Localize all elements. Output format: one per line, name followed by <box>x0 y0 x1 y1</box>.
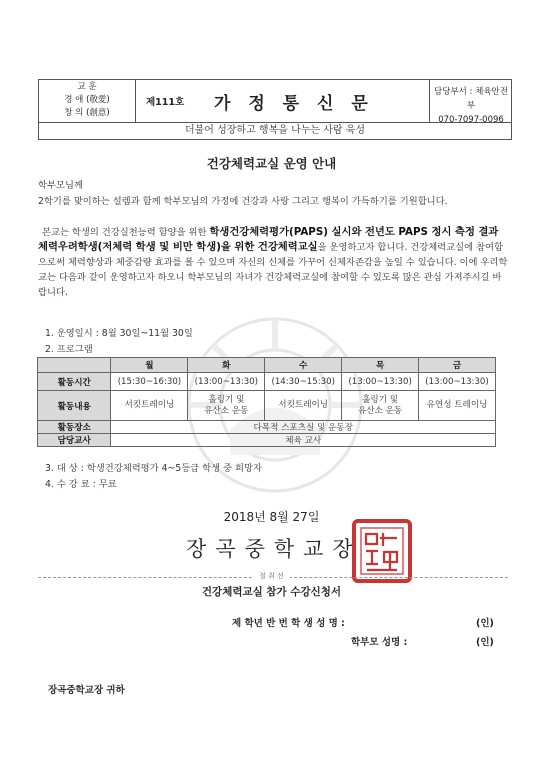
time-cell: (15:30~16:30) <box>111 373 188 391</box>
purpose-text-lead: 본교는 학생의 건강실천능력 함양을 위한 <box>42 227 210 238</box>
cut-line-label: 절 취 선 <box>253 572 290 580</box>
motto-line: 경 애 (敬愛) <box>64 95 110 105</box>
table-header-row <box>38 358 496 373</box>
student-info-line: 제 학년 반 번 학 생 성 명 : <box>232 618 345 629</box>
newsletter-header <box>38 79 512 140</box>
issue-date: 2018년 8월 27일 <box>223 510 320 524</box>
parent-name-label: 학부모 성명 : <box>351 637 408 648</box>
day-header: 금 <box>419 358 496 373</box>
student-sign-mark: (인) <box>476 618 494 629</box>
department-phone: 070-7097-0096 <box>438 115 504 125</box>
intro-paragraph: 2학기를 맞이하는 설렘과 함께 학부모님의 가정에 건강과 사랑 그리고 행복이 가득하기를 기원합니다. <box>38 196 448 207</box>
time-cell: (13:00~13:30) <box>419 373 496 391</box>
application-form-title: 건강체력교실 참가 수강신청서 <box>201 586 342 598</box>
place-cell: 다목적 스포츠실 및 운동장 <box>111 421 496 434</box>
day-header: 월 <box>111 358 188 373</box>
school-motto <box>39 80 136 123</box>
department-info <box>431 80 511 127</box>
content-cell: 서킷트레이닝 <box>111 391 188 421</box>
day-header: 수 <box>265 358 342 373</box>
purpose-text-rest: 을 운영하고자 합니다. 건강체력교실에 참여함으로써 체력향상과 체중감량 효과를 볼 수 있으며 자신의 신체를 가꾸어 신체자존감을 높일 수 있습니다. 이에 우리학교는 다음과 같이 운영하고자 하오니 학부모님의 자녀가 건강체력교실에 참여할 수 있도록 많은 관심 가져주시길 바랍니다. <box>38 242 508 298</box>
content-cell: 훌링기 및 유산소 운동 <box>188 391 265 421</box>
motto-line: 창 의 (創意) <box>64 108 110 118</box>
school-slogan: 더불어 성장하고 행복을 나누는 사람 육성 <box>184 125 366 136</box>
row-label: 활동장소 <box>38 421 111 434</box>
content-cell: 서킷트레이닝 <box>265 391 342 421</box>
content-cell: 훌링기 및 유산소 운동 <box>342 391 419 421</box>
row-label: 활동내용 <box>38 391 111 421</box>
table-row <box>38 391 496 421</box>
day-header: 목 <box>342 358 419 373</box>
target-students: 3. 대 상 : 학생건강체력평가 4~5등급 학생 중 희망자 <box>45 463 262 474</box>
table-row <box>38 421 496 434</box>
table-corner-cell <box>38 358 111 373</box>
time-cell: (13:00~13:30) <box>188 373 265 391</box>
newsletter-title: 가 정 통 신 문 <box>214 94 374 114</box>
day-header: 화 <box>188 358 265 373</box>
motto-line: 교 훈 <box>77 82 97 92</box>
operation-period: 1. 운영일시 : 8월 30일~11월 30일 <box>45 328 193 339</box>
row-label: 활동시간 <box>38 373 111 391</box>
document-title: 건강체력교실 운영 안내 <box>206 156 337 171</box>
teacher-cell: 체육 교사 <box>111 434 496 447</box>
table-row <box>38 434 496 447</box>
purpose-paragraph <box>38 225 508 300</box>
row-label: 담당교사 <box>38 434 111 447</box>
tuition-fee: 4. 수 강 료 : 무료 <box>45 479 117 490</box>
table-row <box>38 373 496 391</box>
program-heading: 2. 프로그램 <box>45 344 93 355</box>
time-cell: (14:30~15:30) <box>265 373 342 391</box>
addressee: 장곡중학교장 귀하 <box>48 685 125 696</box>
purpose-text-bold: 학생건강체력평가(PAPS) 실시와 전년도 PAPS 정시 측정 결과 체력우려학생(저체력 학생 및 비만 학생)을 위한 건강체력교실 <box>38 226 499 253</box>
time-cell: (13:00~13:30) <box>342 373 419 391</box>
greeting: 학부모님께 <box>38 180 83 191</box>
issue-number: 제111호 <box>146 97 185 108</box>
department-name: 담당부서 : 체육안전부 <box>434 87 508 111</box>
parent-sign-mark: (인) <box>476 637 494 648</box>
content-cell: 유연성 트레이닝 <box>419 391 496 421</box>
principal-title: 장곡중학교장 <box>186 537 362 561</box>
program-schedule-table <box>37 357 496 447</box>
